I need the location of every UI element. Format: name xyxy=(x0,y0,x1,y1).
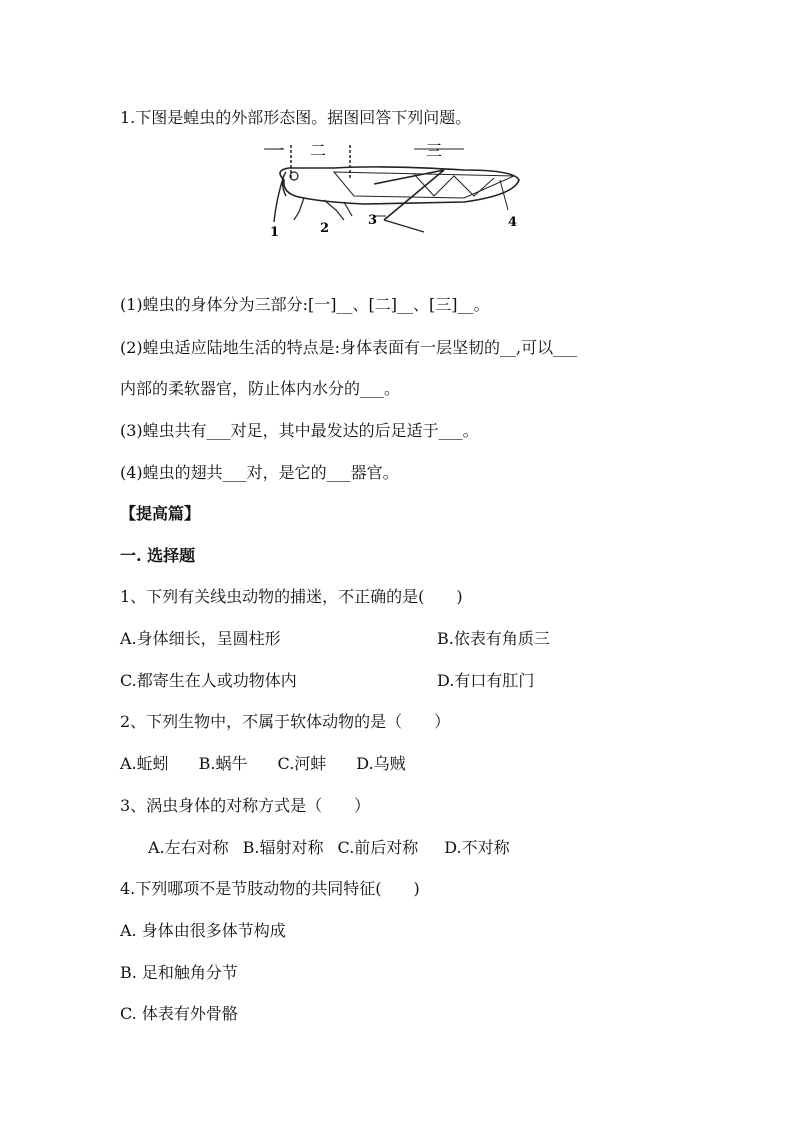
mc-1-option-b: B.依表有角质三 xyxy=(437,629,550,648)
mc-4-option-c: C. 体表有外骨骼 xyxy=(120,1004,238,1023)
mc-1-option-d: D.有口有肛门 xyxy=(437,671,535,690)
section-label-1: 一 xyxy=(268,141,285,160)
part-number-4: 4 xyxy=(508,215,518,230)
question-1-sub-2a: (2)蝗虫适应陆地生活的特点是:身体表面有一层坚韧的__,可以___ xyxy=(120,338,578,357)
mc-1-option-a: A.身体细长，呈圆柱形 xyxy=(120,629,281,648)
mc-2-stem: 2、下列生物中，不属于软体动物的是（ ） xyxy=(120,712,451,731)
mc-3-stem: 3、涡虫身体的对称方式是（ ） xyxy=(120,796,371,815)
section-title: 【提高篇】 xyxy=(120,504,201,523)
mc-3-option-a: A.左右对称 xyxy=(148,838,229,857)
mc-3-option-d: D.不对称 xyxy=(444,838,510,857)
mc-3-option-b: B.辐射对称 xyxy=(242,838,324,857)
mc-2-option-b: B.蜗牛 xyxy=(198,754,248,773)
question-1-sub-3: (3)蝗虫共有___对足，其中最发达的后足适于___。 xyxy=(120,421,479,440)
question-1-title: 1.下图是蝗虫的外部形态图。据图回答下列问题。 xyxy=(120,108,472,127)
part-title: 一. 选择题 xyxy=(120,546,196,565)
mc-4-option-b: B. 足和触角分节 xyxy=(120,963,238,982)
mc-2-option-c: C.河蚌 xyxy=(277,754,327,773)
mc-3-options xyxy=(148,837,540,859)
mc-4-option-a: A. 身体由很多体节构成 xyxy=(120,921,286,940)
question-1-sub-1: (1)蝗虫的身体分为三部分:[一]__、[二]__、[三]__。 xyxy=(120,295,490,314)
question-1-sub-4: (4)蝗虫的翅共___对，是它的___器官。 xyxy=(120,463,399,482)
mc-2-option-d: D.乌贼 xyxy=(356,754,406,773)
mc-2-option-a: A.蚯蚓 xyxy=(120,754,169,773)
part-number-2: 2 xyxy=(320,221,330,236)
mc-2-options xyxy=(120,753,436,775)
part-number-3: 3 xyxy=(368,213,378,228)
section-label-2: 二 xyxy=(310,141,327,160)
part-number-1: 1 xyxy=(270,225,280,240)
section-label-3: 三 xyxy=(426,141,443,160)
question-1-sub-2b: 内部的柔软器官，防止体内水分的___。 xyxy=(120,379,401,398)
mc-3-option-c: C.前后对称 xyxy=(337,838,419,857)
grasshopper-figure xyxy=(264,140,526,240)
mc-1-stem: 1、下列有关线虫动物的捕迷，不正确的是( ) xyxy=(120,587,463,606)
mc-1-option-c: C.都寄生在人或功物体内 xyxy=(120,671,297,690)
mc-4-stem: 4.下列哪项不是节肢动物的共同特征( ) xyxy=(120,879,420,898)
